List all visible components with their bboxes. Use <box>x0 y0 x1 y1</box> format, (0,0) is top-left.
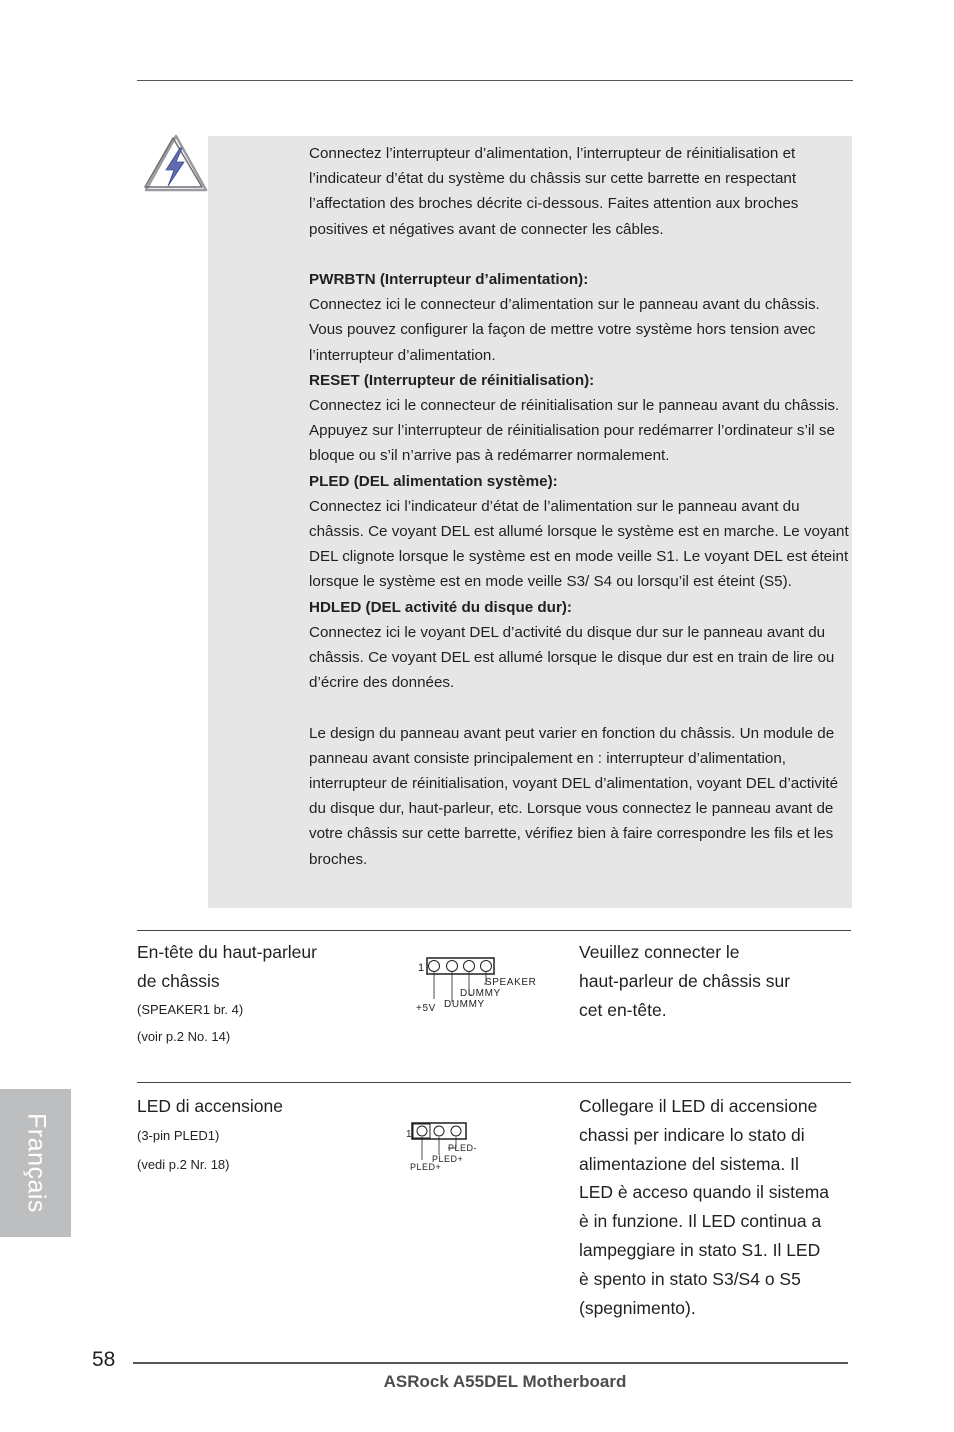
speaker-pin-label-speaker: SPEAKER <box>485 977 537 988</box>
speaker-pin1-label: 1 <box>418 962 425 974</box>
power-led-desc-line: alimentazione del sistema. Il <box>579 1153 799 1174</box>
speaker-title-line1: En-tête du haut-parleur <box>137 942 317 962</box>
footer-rule <box>133 1362 848 1364</box>
speaker-desc-line: cet en-tête. <box>579 999 667 1020</box>
reset-title: RESET (Interrupteur de réinitialisation): <box>309 371 595 389</box>
power-led-ref1: (3-pin PLED1) <box>137 1128 220 1143</box>
hdled-title: HDLED (DEL activité du disque dur): <box>309 598 572 616</box>
speaker-description <box>579 938 859 1024</box>
speaker-ref2: (voir p.2 No. 14) <box>137 1029 231 1044</box>
top-rule <box>137 80 853 81</box>
power-led-desc-line: LED è acceso quando il sistema <box>579 1182 829 1203</box>
power-led-pin-label-minus: PLED- <box>448 1143 478 1153</box>
pled-title: PLED (DEL alimentation système): <box>309 472 558 490</box>
power-led-desc-line: (spegnimento). <box>579 1297 696 1318</box>
language-side-tab <box>0 1089 71 1237</box>
power-led-pin1-label: 1 <box>406 1129 412 1140</box>
power-led-title: LED di accensione <box>137 1096 283 1116</box>
power-led-pin-label-plus2: PLED+ <box>410 1162 442 1172</box>
speaker-desc-line: haut-parleur de châssis sur <box>579 970 791 991</box>
footer-title: ASRock A55DEL Motherboard <box>383 1372 627 1391</box>
hdled-text: Connectez ici le voyant DEL d’activité du disque dur sur le panneau avant du châssis. Ce voyant DEL est allumé lorsque le disque dur est en train de lire ou d’écrire des données. <box>309 623 835 692</box>
speaker-title-block <box>137 938 317 1050</box>
warning-lightning-icon <box>142 134 208 194</box>
speaker-title-line2: de châssis <box>137 971 220 991</box>
note-intro: Connectez l’interrupteur d’alimentation, l’interrupteur de réinitialisation et l’indicateur d’état du système du châssis sur cette barrette en respectant l’affectation des broches décrite ci-dessous. Faites attention aux broches positives et négatives avant de connecter les câbles. <box>309 145 799 238</box>
speaker-desc-line: Veuillez connecter le <box>579 942 740 962</box>
speaker-pin-label-dummy1: DUMMY <box>460 988 501 999</box>
power-led-desc-line: è spento in stato S3/S4 o S5 <box>579 1268 801 1289</box>
power-led-ref2: (vedi p.2 Nr. 18) <box>137 1157 230 1172</box>
speaker-ref1: (SPEAKER1 br. 4) <box>137 1002 244 1017</box>
power-led-pin-label-plus1: PLED+ <box>432 1154 464 1164</box>
pwrbtn-text: Connectez ici le connecteur d’alimentation sur le panneau avant du châssis. Vous pouvez configurer la façon de mettre votre système hors tension avec l’interrupteur d’alimentation. <box>309 296 820 364</box>
section-rule <box>137 930 851 931</box>
pwrbtn-title: PWRBTN (Interrupteur d’alimentation): <box>309 271 589 288</box>
power-led-header-diagram <box>402 1120 492 1174</box>
reset-text: Connectez ici le connecteur de réinitialisation sur le panneau avant du châssis. Appuyez sur l’interrupteur de réinitialisation pour redémarrer l’ordinateur s’il se bloque ou s’il n’arrive pas à redémarrer normalement. <box>309 397 840 465</box>
power-led-desc-line: lampeggiare in stato S1. Il LED <box>579 1239 821 1260</box>
power-led-description <box>579 1092 859 1322</box>
pled-text: Connectez ici l’indicateur d’état de l’alimentation sur le panneau avant du châssis. Ce voyant DEL est allumé lorsque le système est en marche. Le voyant DEL clignote lorsque le système est en mode veille S1. Le voyant DEL est éteint lorsque le système est en mode veille S3/ S4 ou lorsqu’il est éteint (S5). <box>309 497 849 591</box>
speaker-pin-label-dummy2: DUMMY <box>444 999 485 1010</box>
power-led-desc-line: chassi per indicare lo stato di <box>579 1124 805 1145</box>
language-tab-label: Français <box>22 1113 51 1213</box>
note-text <box>309 141 854 872</box>
speaker-pin-label-5v: +5V <box>416 1003 436 1014</box>
page-number: 58 <box>92 1348 116 1371</box>
design-text: Le design du panneau avant peut varier en fonction du châssis. Un module de panneau avant consiste principalement en : interrupteur d’alimentation, interrupteur de réinitialisation, voyant DEL d’alimentation, voyant DEL d’activité du disque dur, haut-parleur, etc. Lorsque vous connectez le panneau avant de votre châssis sur cette barrette, vérifiez bien à faire correspondre les fils et les broches. <box>309 724 839 868</box>
speaker-header-diagram <box>412 954 542 1014</box>
power-led-desc-line: Collegare il LED di accensione <box>579 1096 818 1116</box>
power-led-desc-line: è in funzione. Il LED continua a <box>579 1211 822 1232</box>
section-rule <box>137 1082 851 1083</box>
power-led-title-block <box>137 1092 283 1179</box>
